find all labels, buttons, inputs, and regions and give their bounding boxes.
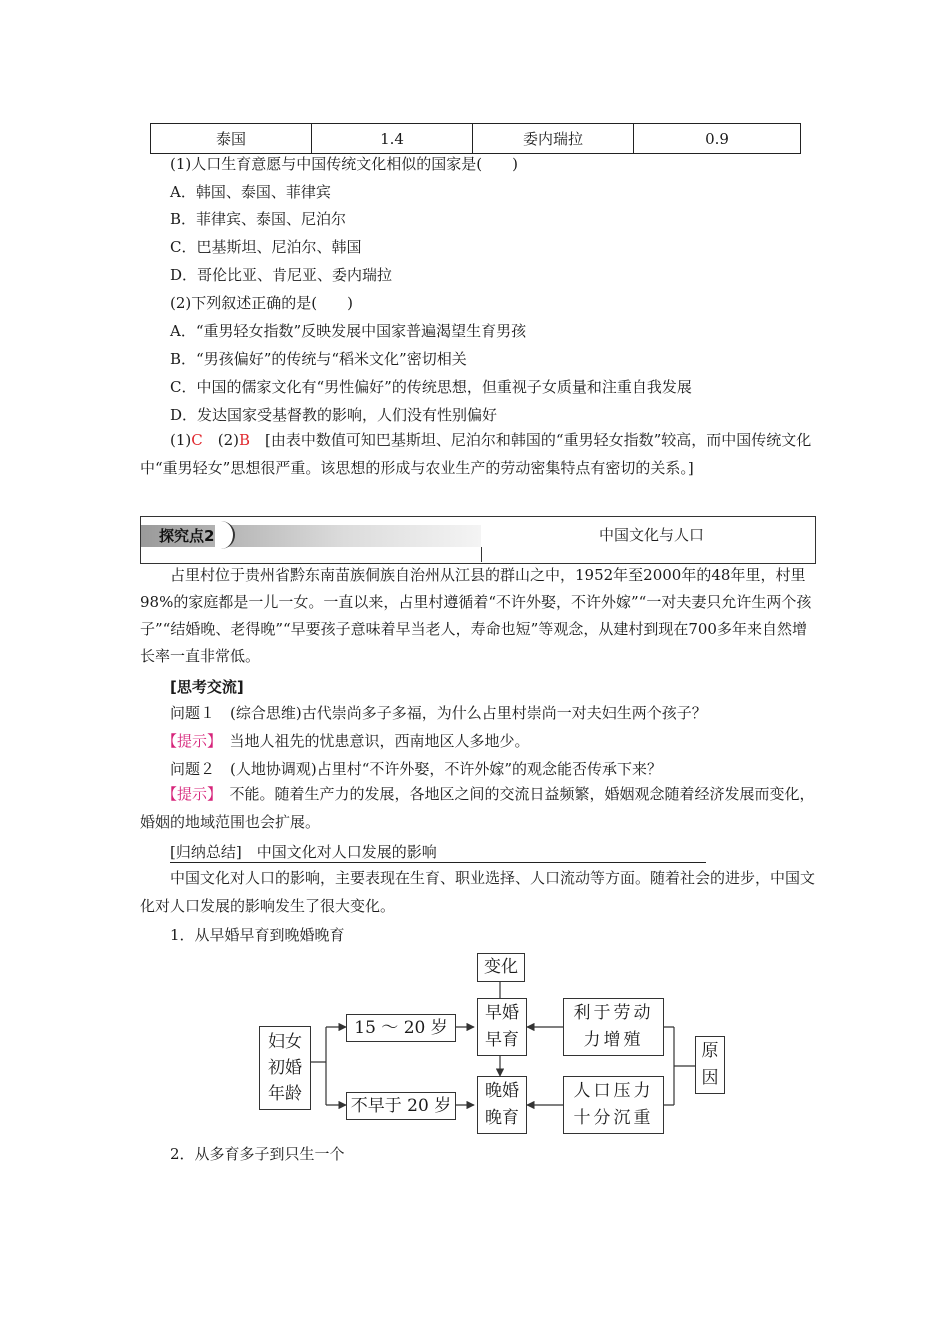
summary-item-1: 1．从早婚早育到晚婚晚育 xyxy=(170,926,345,944)
answer-1-prefix: (1) xyxy=(170,431,192,449)
answer-1-choice: C xyxy=(191,431,203,449)
q1-option-b: B．菲律宾、泰国、尼泊尔 xyxy=(170,210,347,228)
section-title: 中国文化与人口 xyxy=(599,526,705,544)
summary-item-2: 2．从多育多子到只生一个 xyxy=(170,1145,345,1163)
answer-text: [由表中数值可知巴基斯坦、尼泊尔和韩国的“重男轻女指数”较高，而中国传统文化中“重男轻女”思想很严重。该思想的形成与农业生产的劳动密集特点有密切的关系。] xyxy=(140,431,812,477)
node-early-marriage: 早婚早育 xyxy=(477,998,527,1056)
summary-title: 中国文化对人口发展的影响 xyxy=(256,843,437,861)
section-badge: 探究点2 xyxy=(159,527,215,545)
node-age-15-20: 15 ～ 20 岁 xyxy=(346,1014,456,1042)
q1-option-a: A．韩国、泰国、菲律宾 xyxy=(170,183,331,201)
node-reason-labor: 利于劳动力增殖 xyxy=(563,998,664,1056)
question-1-stem: (1)人口生育意愿与中国传统文化相似的国家是( ) xyxy=(170,155,518,173)
table-cell: 0.9 xyxy=(634,124,801,154)
hint-1-text: 当地人祖先的忧患意识，西南地区人多地少。 xyxy=(229,732,530,750)
node-cause: 原因 xyxy=(695,1036,725,1094)
node-women-marriage-age: 妇女初婚年龄 xyxy=(259,1026,311,1110)
table-cell: 1.4 xyxy=(312,124,473,154)
question-2-stem: (2)下列叙述正确的是( ) xyxy=(170,294,353,312)
hint-2-text: 不能。随着生产力的发展，各地区之间的交流日益频繁，婚姻观念随着经济发展而变化，婚姻的地域范围也会扩展。 xyxy=(140,785,815,831)
summary-label: [归纳总结] xyxy=(170,843,242,861)
summary-text: 中国文化对人口的影响，主要表现在生育、职业选择、人口流动等方面。随着社会的进步，中国文化对人口发展的影响发生了很大变化。 xyxy=(140,869,816,915)
discussion-label-text: 思考交流 xyxy=(176,678,237,696)
hint-label: 【提示】 xyxy=(162,785,215,803)
q2-option-d: D．发达国家受基督教的影响，人们没有性别偏好 xyxy=(170,406,498,424)
answer-2-prefix: (2) xyxy=(217,431,239,449)
answer-2-choice: B xyxy=(239,431,251,449)
case-paragraph: 占里村位于贵州省黔东南苗族侗族自治州从江县的群山之中，1952年至2000年的48年里，村里98%的家庭都是一儿一女。一直以来，占里村遵循着“不许外娶，不许外嫁”“一对夫妻只允许生两个孩子”“结婚晚、老得晚”“早要孩子意味着早当老人，寿命也短”等观念，从建村到现在700多年来自然增长率一直非常低。 xyxy=(140,566,812,665)
hint-label: 【提示】 xyxy=(162,732,215,750)
table-cell: 泰国 xyxy=(151,124,312,154)
node-reason-population: 人口压力十分沉重 xyxy=(563,1076,664,1134)
q2-option-b: B．“男孩偏好”的传统与“稻米文化”密切相关 xyxy=(170,350,467,368)
discussion-label: [思考交流] xyxy=(170,678,244,696)
q2-option-a: A．“重男轻女指数”反映发展中国家普遍渴望生育男孩 xyxy=(170,322,527,340)
node-change: 变化 xyxy=(477,953,525,982)
node-late-marriage: 晚婚晚育 xyxy=(477,1076,527,1134)
q2-option-c: C．中国的儒家文化有“男性偏好”的传统思想，但重视子女质量和注重自我发展 xyxy=(170,378,692,396)
discussion-question-1: 问题１ (综合思维)古代崇尚多子多福，为什么占里村崇尚一对夫妇生两个孩子？ xyxy=(170,704,707,722)
q1-option-c: C．巴基斯坦、尼泊尔、韩国 xyxy=(170,238,362,256)
table-cell: 委内瑞拉 xyxy=(473,124,634,154)
node-age-20-plus: 不早于 20 岁 xyxy=(346,1092,456,1120)
discussion-question-2: 问题２ (人地协调观)占里村“不许外娶，不许外嫁”的观念能否传承下来？ xyxy=(170,760,663,778)
q1-option-d: D．哥伦比亚、肯尼亚、委内瑞拉 xyxy=(170,266,393,284)
